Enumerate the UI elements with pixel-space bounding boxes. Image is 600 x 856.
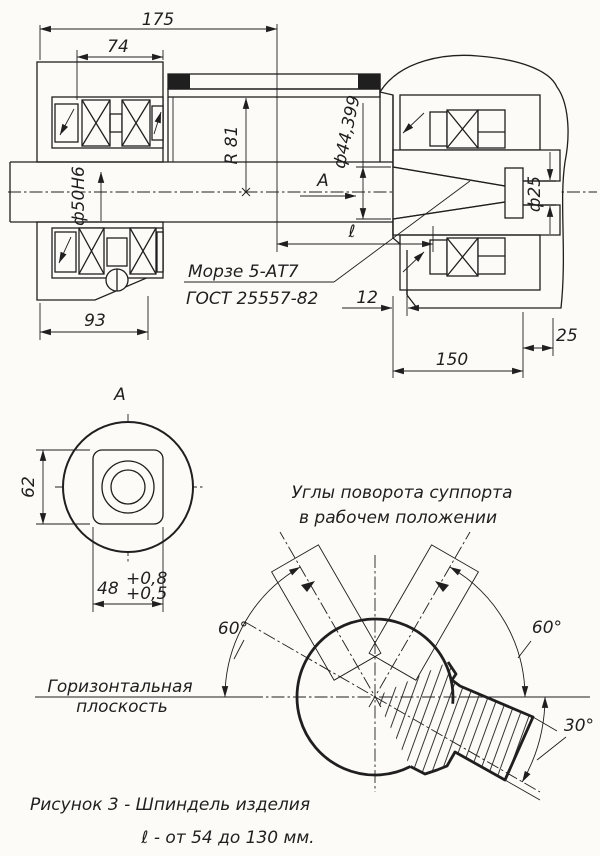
section-a-title: А (114, 385, 126, 405)
support-hatch (375, 662, 533, 780)
dim-48-tol-upper: +0,8 (126, 569, 168, 589)
dim-93: 93 (84, 311, 106, 331)
dim-d50h6: ф50Н6 (69, 166, 89, 226)
dim-62: 62 (19, 476, 39, 498)
dim-175: 175 (141, 10, 175, 30)
view-a-label: А (317, 171, 329, 191)
plane-label-line1: Горизонтальная (47, 677, 193, 697)
left-bearing-housing (37, 62, 163, 300)
caption-line1: Рисунок 3 - Шпиндель изделия (30, 795, 311, 815)
angle-30-lower: 30° (563, 716, 595, 736)
dim-48-tol-lower: +0,5 (126, 584, 168, 604)
main-section-view (8, 10, 597, 378)
rotation-title-line1: Углы поворота суппорта (291, 483, 513, 503)
dim-25: 25 (556, 326, 578, 346)
dim-d44399: ф44,399 (329, 93, 365, 171)
figure-caption (30, 795, 315, 848)
dim-gauge-l: ℓ (348, 222, 356, 242)
dim-d25: ф25 (525, 175, 545, 213)
arc-30-lower (522, 697, 545, 782)
dim-r81: R 81 (222, 125, 242, 165)
arc-60-right (450, 567, 525, 697)
dim-74: 74 (107, 37, 129, 57)
dim-48: 48 (97, 579, 119, 599)
plane-label-line2: плоскость (76, 697, 168, 717)
note-morse-line2: ГОСТ 25557-82 (186, 289, 319, 309)
rotation-arrow-left (301, 581, 315, 592)
note-morse-line1: Морзе 5-АТ7 (188, 262, 299, 282)
caption-line2: ℓ - от 54 до 130 мм. (141, 828, 315, 848)
section-a-view (19, 385, 205, 612)
angle-60-right: 60° (531, 618, 563, 638)
rotation-title-line2: в рабочем положении (298, 508, 498, 528)
angle-60-left: 60° (217, 619, 249, 639)
rotation-arrow-right (435, 581, 449, 592)
dim-12: 12 (356, 288, 378, 308)
dim-150: 150 (435, 350, 469, 370)
